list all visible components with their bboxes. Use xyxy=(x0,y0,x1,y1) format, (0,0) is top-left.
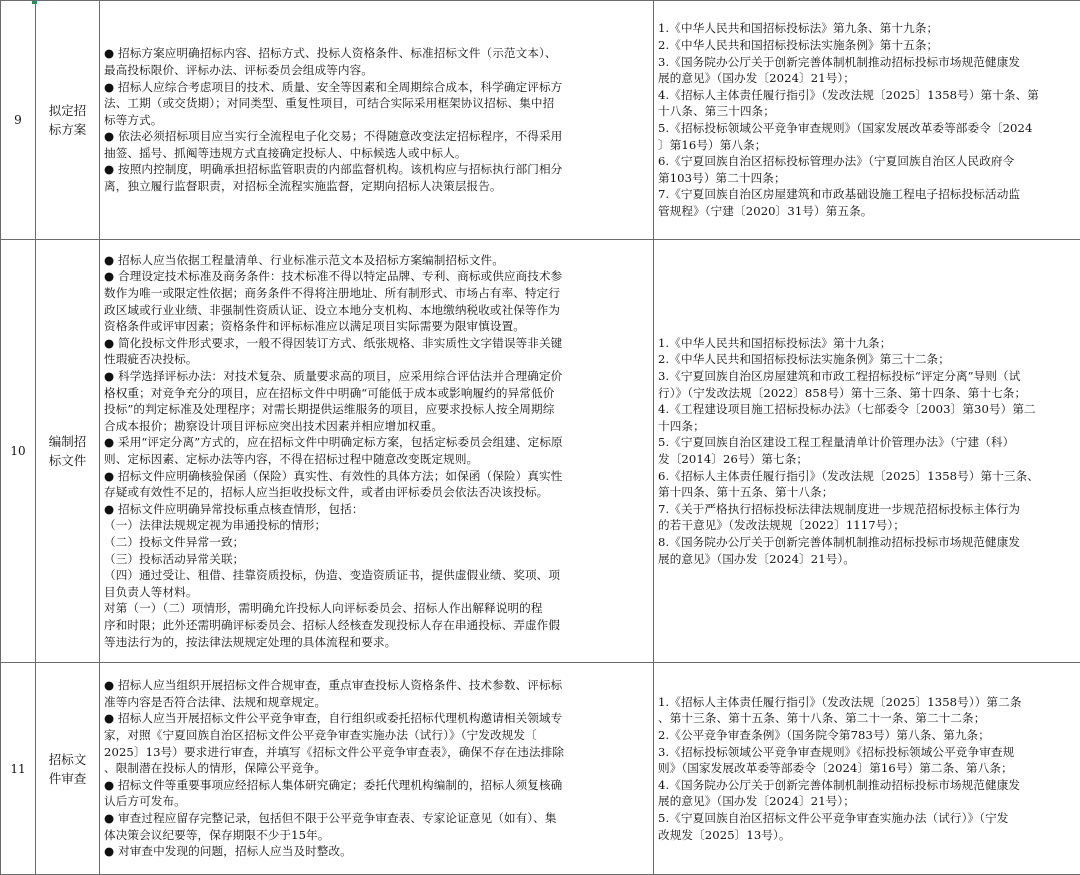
requirement-line: 合成本报价；勘察设计项目评标应突出技术因素并相应增加权重。 xyxy=(104,418,649,435)
requirement-line: ● 按照内控制度，明确承担招标监管职责的内部监督机构。该机构应与招标执行部门相分 xyxy=(104,161,649,178)
requirement-line: 存疑或有效性不足的，招标人应当拒收投标文件，或者由评标委员会依法否决该投标。 xyxy=(104,484,649,501)
legal-basis-line: 管规程》（宁建〔2020〕31号）第五条。 xyxy=(658,203,1080,220)
step-name-line: 件审查 xyxy=(40,769,95,788)
requirement-line: 离，独立履行监督职责，对招标全流程实施监督，定期向招标人决策层报告。 xyxy=(104,178,649,195)
legal-basis-line: 十八条、第三十四条； xyxy=(658,103,1080,120)
legal-basis-cell xyxy=(654,1,1080,240)
legal-basis-line: 2.《公平竞争审查条例》（国务院令第783号）第八条、第九条； xyxy=(658,727,1080,744)
requirement-line: 政区域或行业业绩、非强制性资质认证、设立本地分支机构、本地缴纳税收或社保等作为 xyxy=(104,302,649,319)
legal-basis-line: 1.《招标人主体责任履行指引》（发改法规〔2025〕1358号））第二条 xyxy=(658,694,1080,711)
legal-basis-line: 8.《国务院办公厅关于创新完善体制机制推动招标投标市场规范健康发 xyxy=(658,534,1080,551)
row-number: 9 xyxy=(1,1,36,240)
requirement-line: 家，对照《宁夏回族自治区招标文件公平竞争审查实施办法（试行）》（宁发改规发〔 xyxy=(104,727,649,744)
legal-basis-line: 6.《宁夏回族自治区招标投标管理办法》（宁夏回族自治区人民政府令 xyxy=(658,153,1080,170)
requirements-cell xyxy=(100,1,654,240)
legal-basis-line: 6.《招标人主体责任履行指引》（发改法规〔2025〕1358号）第十三条、 xyxy=(658,468,1080,485)
legal-basis-line: 展的意见》（国办发〔2024〕21号）。 xyxy=(658,551,1080,568)
step-name-line: 招标文 xyxy=(40,750,95,769)
row-number: 10 xyxy=(1,240,36,663)
requirement-line: 准等内容是否符合法律、法规和规章规定。 xyxy=(104,694,649,711)
requirement-line: ● 依法必须招标项目应当实行全流程电子化交易；不得随意改变法定招标程序，不得采用 xyxy=(104,128,649,145)
legal-basis-cell xyxy=(654,240,1080,663)
step-name-line: 拟定招 xyxy=(40,101,95,120)
requirement-line: 数作为唯一或限定性依据；商务条件不得将注册地址、所有制形式、市场占有率、特定行 xyxy=(104,285,649,302)
legal-basis-line: 5.《宁夏回族自治区招标文件公平竞争审查实施办法（试行）》（宁发 xyxy=(658,810,1080,827)
requirement-line: ● 招标文件应明确异常投标重点核查情形，包括： xyxy=(104,501,649,518)
requirement-line: ● 招标人应当依据工程量清单、行业标准示范文本及招标方案编制招标文件。 xyxy=(104,252,649,269)
requirement-line: ● 招标人应综合考虑项目的技术、质量、安全等因素和全周期综合成本，科学确定评标方 xyxy=(104,79,649,96)
legal-basis-line: 3.《国务院办公厅关于创新完善体制机制推动招标投标市场规范健康发 xyxy=(658,54,1080,71)
requirement-line: 2025〕13号）要求进行审查，并填写《招标文件公平竞争审查表》，确保不存在违法排除 xyxy=(104,744,649,761)
legal-basis-line: 2.《中华人民共和国招标投标法实施条例》第十五条； xyxy=(658,37,1080,54)
legal-basis-line: 第103号）第二十四条； xyxy=(658,170,1080,187)
requirement-line: ● 采用“评定分离”方式的，应在招标文件中明确定标方案，包括定标委员会组建、定标原 xyxy=(104,434,649,451)
legal-basis-line: 2.《中华人民共和国招标投标法实施条例》第三十二条； xyxy=(658,351,1080,368)
requirement-line: 性瑕疵否决投标。 xyxy=(104,351,649,368)
requirement-line: 认后方可发布。 xyxy=(104,793,649,810)
legal-basis-line: 4.《国务院办公厅关于创新完善体制机制推动招标投标市场规范健康发 xyxy=(658,777,1080,794)
legal-basis-line: 4.《招标人主体责任履行指引》（发改法规〔2025〕1358号）第十条、第 xyxy=(658,87,1080,104)
legal-basis-line: 3.《招标投标领域公平竞争审查规则》《招标投标领域公平竞争审查规 xyxy=(658,744,1080,761)
requirement-line: 等违法行为的，按法律法规规定处理的具体流程和要求。 xyxy=(104,634,649,651)
requirement-line: ● 招标文件等重要事项应经招标人集体研究确定；委托代理机构编制的，招标人须复核确 xyxy=(104,777,649,794)
table-body xyxy=(1,1,1080,875)
legal-basis-cell xyxy=(654,663,1080,875)
requirement-line: ● 科学选择评标办法：对技术复杂、质量要求高的项目，应采用综合评估法并合理确定价 xyxy=(104,368,649,385)
requirement-line: （一）法律法规规定视为串通投标的情形； xyxy=(104,517,649,534)
step-name-line: 标文件 xyxy=(40,451,95,470)
requirement-line: 、限制潜在投标人的情形，保障公平竞争。 xyxy=(104,760,649,777)
requirement-line: 投标”的判定标准及处理程序；对需长期提供运维服务的项目，应要求投标人按全周期综 xyxy=(104,401,649,418)
requirement-line: ● 招标方案应明确招标内容、招标方式、投标人资格条件、标准招标文件（示范文本）、 xyxy=(104,45,649,62)
legal-basis-line: 展的意见》（国办发〔2024〕21号）； xyxy=(658,70,1080,87)
table-row xyxy=(1,1,1080,240)
requirement-line: 目负责人等材料。 xyxy=(104,584,649,601)
legal-basis-line: 行）》（宁发改法规〔2022〕858号）第十三条、第十四条、第十七条； xyxy=(658,385,1080,402)
legal-basis-line: 1.《中华人民共和国招标投标法》第十九条； xyxy=(658,335,1080,352)
legal-basis-line: 的若干意见》（发改法规规〔2022〕1117号）； xyxy=(658,517,1080,534)
row-number: 11 xyxy=(1,663,36,875)
requirement-line: 格权重；对竞争充分的项目，应在招标文件中明确“可能低于成本或影响履约的异常低价 xyxy=(104,385,649,402)
legal-basis-line: 第十四条、第十五条、第十八条； xyxy=(658,484,1080,501)
requirement-line: 体决策会议纪要等，保存期限不少于15年。 xyxy=(104,827,649,844)
requirement-line: （三）投标活动异常关联； xyxy=(104,551,649,568)
requirement-line: ● 对审查中发现的问题，招标人应当及时整改。 xyxy=(104,843,649,860)
table-row xyxy=(1,663,1080,875)
requirements-cell xyxy=(100,240,654,663)
requirement-line: ● 招标文件应明确核验保函（保险）真实性、有效性的具体方法；如保函（保险）真实性 xyxy=(104,468,649,485)
step-name xyxy=(36,240,100,663)
requirement-line: 标等方式。 xyxy=(104,112,649,129)
requirement-line: ● 招标人应当组织开展招标文件合规审查，重点审查投标人资格条件、技术参数、评标标 xyxy=(104,677,649,694)
legal-basis-line: 1.《中华人民共和国招标投标法》第九条、第十九条； xyxy=(658,20,1080,37)
requirement-line: 法、工期（或交货期）；对同类型、重复性项目，可结合实际采用框架协议招标、集中招 xyxy=(104,95,649,112)
step-name xyxy=(36,1,100,240)
requirement-line: （二）投标文件异常一致； xyxy=(104,534,649,551)
requirement-line: 则、定标因素、定标办法等内容，不得在招标过程中随意改变既定规则。 xyxy=(104,451,649,468)
step-name-line: 编制招 xyxy=(40,432,95,451)
legal-basis-line: 发〔2014〕26号）第七条； xyxy=(658,451,1080,468)
requirement-line: 抽签、摇号、抓阄等违规方式直接确定投标人、中标候选人或中标人。 xyxy=(104,145,649,162)
requirement-line: （四）通过受让、租借、挂靠资质投标，伪造、变造资质证书，提供虚假业绩、奖项、项 xyxy=(104,567,649,584)
step-name-line: 标方案 xyxy=(40,120,95,139)
requirement-line: ● 合理设定技术标准及商务条件：技术标准不得以特定品牌、专利、商标或供应商技术参 xyxy=(104,268,649,285)
step-name xyxy=(36,663,100,875)
table-row xyxy=(1,240,1080,663)
requirement-line: ● 简化投标文件形式要求，一般不得因装订方式、纸张规格、非实质性文字错误等非关键 xyxy=(104,335,649,352)
legal-basis-line: 〕第16号）第八条； xyxy=(658,137,1080,154)
legal-basis-line: 7.《关于严格执行招标投标法律法规制度进一步规范招标投标主体行为 xyxy=(658,501,1080,518)
requirement-line: 对第（一）（二）项情形，需明确允许投标人向评标委员会、招标人作出解释说明的程 xyxy=(104,600,649,617)
legal-basis-line: 展的意见》（国办发〔2024〕21号）； xyxy=(658,793,1080,810)
requirement-line: ● 审查过程应留存完整记录，包括但不限于公平竞争审查表、专家论证意见（如有）、集 xyxy=(104,810,649,827)
requirement-line: 资格条件或评审因素；资格条件和评标标准应以满足项目实际需要为限审慎设置。 xyxy=(104,318,649,335)
legal-basis-line: 5.《招标投标领域公平竞争审查规则》（国家发展改革委等部委令〔2024 xyxy=(658,120,1080,137)
legal-basis-line: 改规发〔2025〕13号）。 xyxy=(658,827,1080,844)
legal-basis-line: 7.《宁夏回族自治区房屋建筑和市政基础设施工程电子招标投标活动监 xyxy=(658,186,1080,203)
requirements-cell xyxy=(100,663,654,875)
requirement-line: 序和时限；此外还需明确评标委员会、招标人经核查发现投标人存在串通投标、弄虚作假 xyxy=(104,617,649,634)
legal-basis-line: 、第十三条、第十五条、第十八条、第二十一条、第二十二条； xyxy=(658,710,1080,727)
legal-basis-line: 4.《工程建设项目施工招标投标办法》（七部委令〔2003〕第30号）第二 xyxy=(658,401,1080,418)
legal-basis-line: 则》（国家发展改革委等部委令〔2024〕第16号）第二条、第八条； xyxy=(658,760,1080,777)
requirement-line: 最高投标限价、评标办法、评标委员会组成等内容。 xyxy=(104,62,649,79)
legal-basis-line: 5.《宁夏回族自治区建设工程工程量清单计价管理办法》（宁建（科） xyxy=(658,434,1080,451)
requirement-line: ● 招标人应当开展招标文件公平竞争审查，自行组织或委托招标代理机构邀请相关领域专 xyxy=(104,710,649,727)
legal-basis-line: 十四条； xyxy=(658,418,1080,435)
legal-basis-line: 3.《宁夏回族自治区房屋建筑和市政工程招标投标“评定分离”导则（试 xyxy=(658,368,1080,385)
